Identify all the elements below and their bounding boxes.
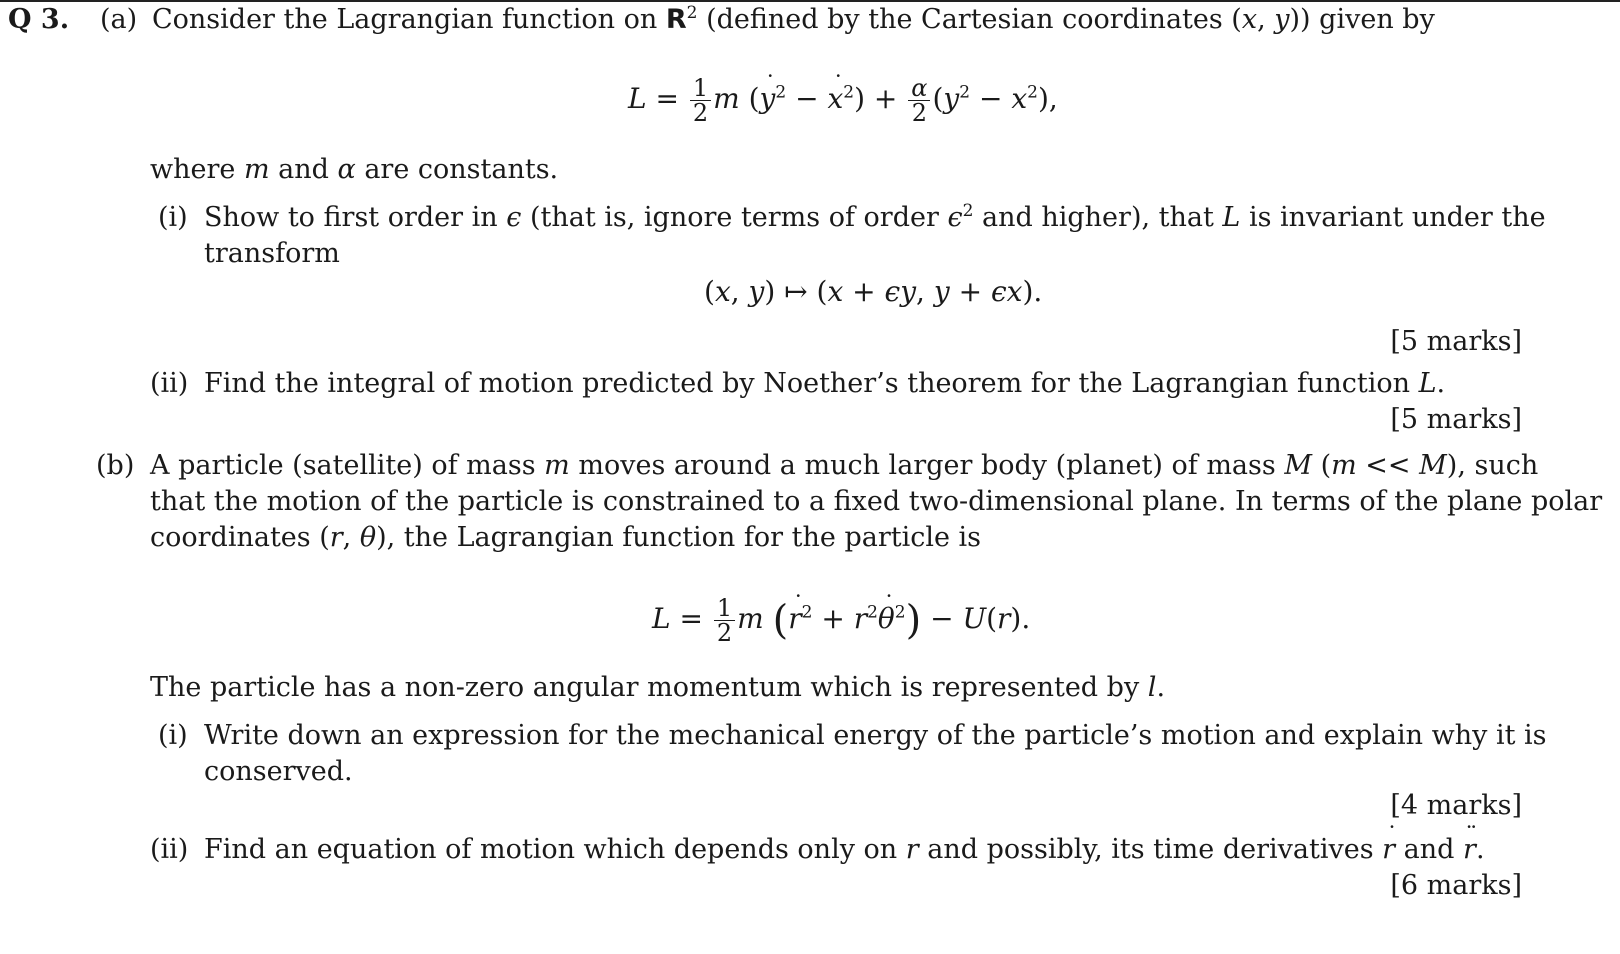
lagrangian-polar-equation: L = $\frac{1}{2}$ m (r ˙$^2$ + $r^2\theta$ ˙$^2$) − U(r). bbox=[652, 596, 1030, 645]
part-b-i-line2: conserved. bbox=[204, 756, 353, 787]
part-b-line2: that the motion of the particle is constrained to a fixed two-dimensional plane. In terms of the plane polar bbox=[150, 486, 1603, 517]
part-b-i-label: (i) bbox=[158, 720, 188, 751]
real-space-symbol: R bbox=[665, 4, 687, 35]
part-a-ii-label: (ii) bbox=[150, 368, 189, 399]
part-a-i-line1: Show to first order in ϵ (that is, ignore terms of order $\epsilon^2$ and higher), that L is invariant under the bbox=[204, 201, 1546, 233]
transform-equation: (x, y) ↦ (x + ϵy, y + ϵx). bbox=[704, 275, 1043, 308]
part-a-label: (a) bbox=[100, 4, 138, 35]
part-b-ii-marks: [6 marks] bbox=[1390, 870, 1522, 901]
part-b-ii-text: Find an equation of motion which depends only on r and possibly, its time derivatives r ˙ and r ¨. bbox=[204, 832, 1485, 868]
part-b-i-marks: [4 marks] bbox=[1390, 790, 1522, 821]
part-a-i-label: (i) bbox=[158, 202, 188, 233]
part-a-i-marks: [5 marks] bbox=[1390, 326, 1522, 357]
constants-line: where m and α are constants. bbox=[150, 154, 559, 185]
question-number-line bbox=[8, 2, 69, 38]
angular-momentum-line: The particle has a non-zero angular momentum which is represented by l. bbox=[150, 672, 1166, 703]
part-a-i-line2: transform bbox=[204, 238, 340, 269]
part-a-ii-marks: [5 marks] bbox=[1390, 404, 1522, 435]
lagrangian-cartesian-equation: L = $\frac{1}{2}$ m (y ˙$^2$ − x ˙$^2$) + $\frac{\alpha}{2}$ $(y^2 - x^2)$, bbox=[628, 76, 1058, 125]
part-a-ii-text: Find the integral of motion predicted by Noether’s theorem for the Lagrangian function L. bbox=[204, 368, 1446, 399]
question-number: Q 3. bbox=[8, 4, 70, 35]
part-a-intro: Consider the Lagrangian function on $R^2$ (defined by the Cartesian coordinates (x, y)) given by bbox=[152, 3, 1435, 35]
part-b-line1: A particle (satellite) of mass m moves around a much larger body (planet) of mass M (m << M), such bbox=[150, 450, 1539, 481]
part-b-ii-label: (ii) bbox=[150, 834, 189, 865]
part-b-i-line1: Write down an expression for the mechanical energy of the particle’s motion and explain why it is bbox=[204, 720, 1547, 751]
part-b-line3: coordinates (r, θ), the Lagrangian function for the particle is bbox=[150, 522, 982, 553]
part-b-label: (b) bbox=[96, 450, 135, 481]
